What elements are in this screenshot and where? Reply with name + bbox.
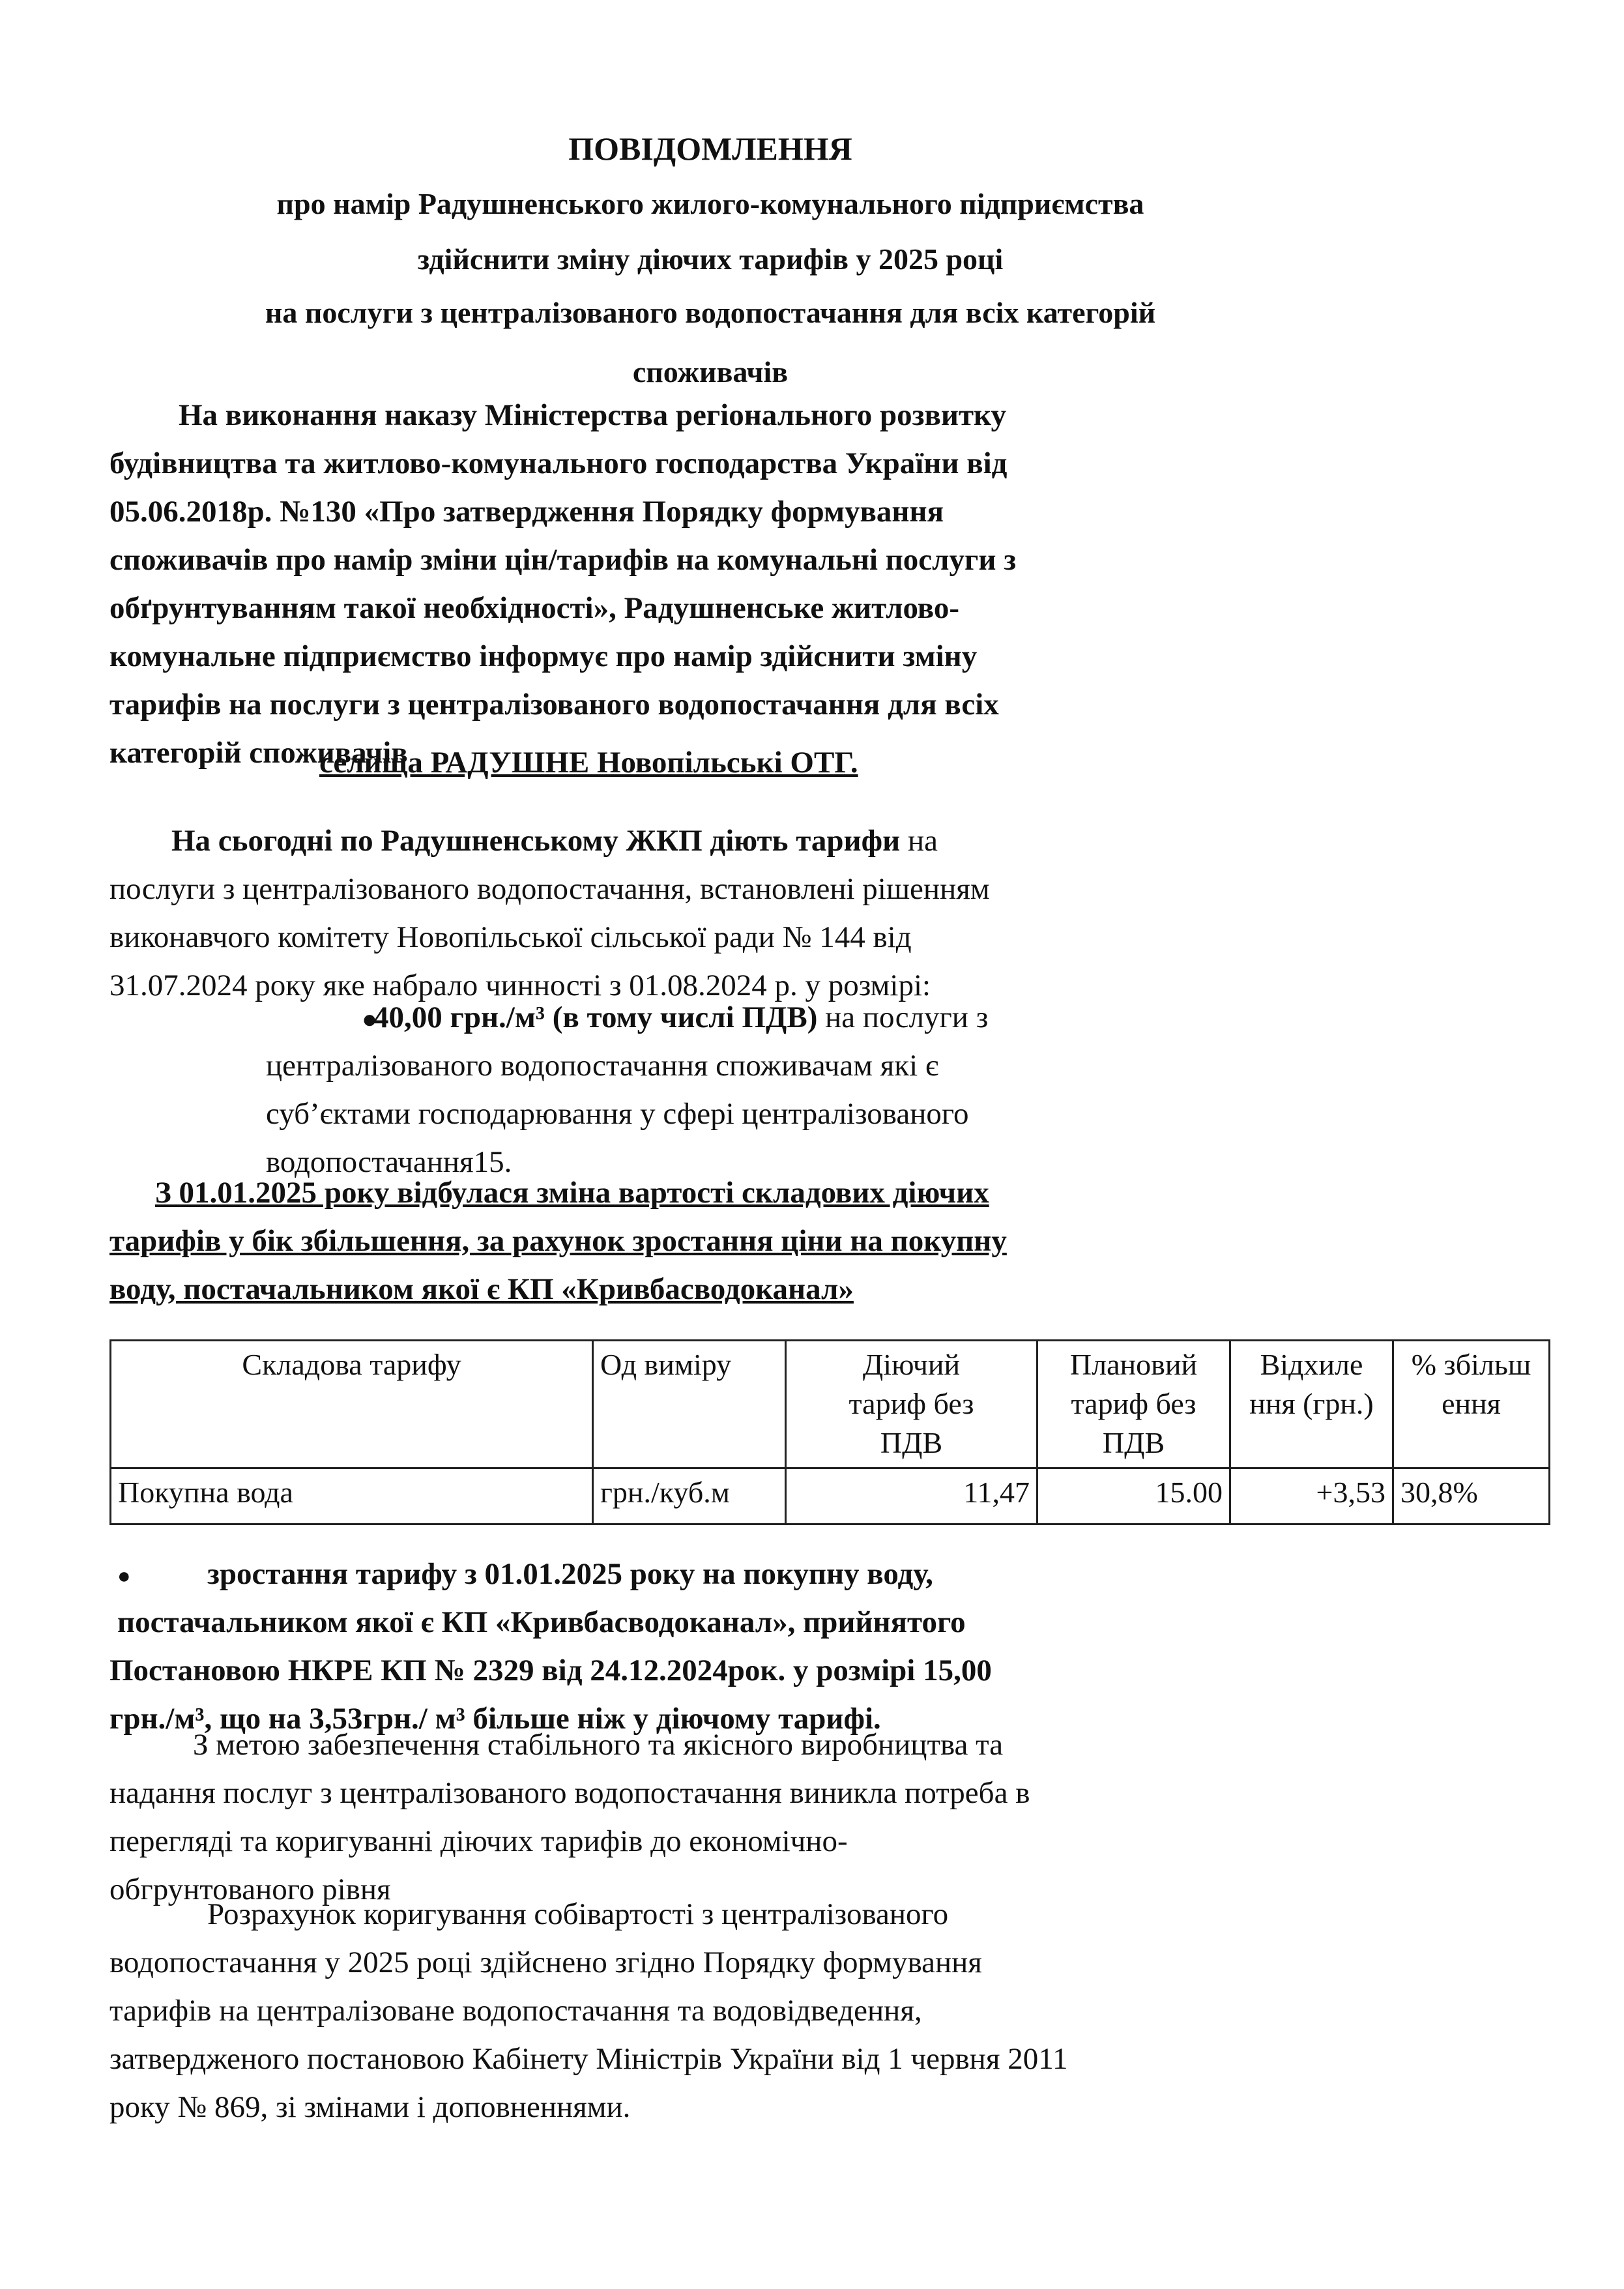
current-tariff-rest: на послуги з	[817, 1000, 989, 1034]
table-row	[111, 1468, 1550, 1524]
current-lead-rest: на	[900, 824, 938, 858]
change-line: З 01.01.2025 року відбулася зміна вартості складових діючих	[155, 1176, 989, 1210]
intro-line: будівництва та житлово-комунального господарства України від	[109, 446, 1008, 480]
intro-line: тарифів на послуги з централізованого водопостачання для всіх	[109, 688, 999, 722]
increase-line: Постановою НКРЕ КП № 2329 від 24.12.2024рок. у розмірі 15,00	[109, 1654, 992, 1687]
current-line: виконавчого комітету Новопільської сільської ради № 144 від	[109, 920, 912, 954]
bullet-line: централізованого водопостачання споживачам які є	[266, 1049, 939, 1083]
increase-paragraph	[109, 1550, 1556, 1743]
intro-line: споживачів про намір зміни цін/тарифів на комунальні послуги з	[109, 543, 1017, 577]
calc-line: тарифів на централізоване водопостачання та водовідведення,	[109, 1994, 922, 2028]
header-line-2: здійснити зміну діючих тарифів у 2025 році	[417, 242, 1004, 276]
current-line: 31.07.2024 року яке набрало чинності з 01.08.2024 р. у розмірі:	[109, 969, 931, 1002]
current-tariff-bullet	[266, 993, 1556, 1186]
calc-line: водопостачання у 2025 році здійснено згідно Порядку формування	[109, 1946, 982, 1979]
purpose-line: З метою забезпечення стабільного та якісного виробництва та	[193, 1728, 1004, 1762]
increase-line: зростання тарифу з 01.01.2025 року на покупну воду,	[207, 1557, 933, 1591]
calc-line: Розрахунок коригування собівартості з централізованого	[207, 1897, 949, 1931]
bullet-icon: ●	[117, 1564, 131, 1588]
calc-line: затвердженого постановою Кабінету Міністрів України від 1 червня 2011	[109, 2042, 1068, 2076]
table-cell: грн./куб.м	[593, 1468, 786, 1524]
table-header-cell: Діючий тариф без ПДВ	[786, 1341, 1037, 1468]
table-cell: +3,53	[1230, 1468, 1393, 1524]
header-line-1: про намір Радушненського жилого-комунального підприємства	[276, 187, 1144, 220]
table-header-cell: Складова тарифу	[111, 1341, 593, 1468]
purpose-line: обгрунтованого рівня	[109, 1873, 391, 1906]
current-tariffs-paragraph	[109, 817, 1556, 1010]
increase-line: грн./м³, що на 3,53грн./ м³ більше ніж у діючому тарифі.	[109, 1702, 881, 1736]
intro-line: категорій споживачів	[109, 736, 408, 770]
change-line: воду, постачальником якої є КП «Кривбасводоканал»	[109, 1272, 854, 1306]
calc-line: року № 869, зі змінами і доповненнями.	[109, 2090, 631, 2124]
table-header-cell: Відхиле ння (грн.)	[1230, 1341, 1393, 1468]
tariff-table	[109, 1339, 1550, 1525]
bullet-icon: ●	[362, 1004, 378, 1034]
header-line-4: споживачів	[632, 355, 789, 388]
calculation-paragraph	[109, 1890, 1556, 2131]
increase-line: постачальником якої є КП «Кривбасводоканал», прийнятого	[117, 1605, 966, 1639]
table-cell: 11,47	[786, 1468, 1037, 1524]
current-tariff-value: 40,00 грн./м³ (в тому числі ПДВ)	[373, 1000, 818, 1034]
table-header-cell: Од виміру	[593, 1341, 786, 1468]
purpose-line: перегляді та коригуванні діючих тарифів до економічно-	[109, 1824, 848, 1858]
table-cell: Покупна вода	[111, 1468, 593, 1524]
page-title: ПОВІДОМЛЕННЯ	[568, 130, 852, 167]
settlement-name: селища РАДУШНЕ Новопільські ОТГ.	[319, 746, 858, 780]
change-line: тарифів у бік збільшення, за рахунок зростання ціни на покупну	[109, 1224, 1007, 1258]
table-cell: 30,8%	[1393, 1468, 1550, 1524]
header-line-3: на послуги з централізованого водопостачання для всіх категорій	[265, 296, 1156, 329]
table-cell: 15.00	[1037, 1468, 1230, 1524]
bullet-line: водопостачання15.	[266, 1145, 512, 1179]
intro-line: обґрунтуванням такої необхідності», Радушненське житлово-	[109, 591, 959, 625]
intro-paragraph	[109, 391, 1556, 777]
table-header-cell: Плановий тариф без ПДВ	[1037, 1341, 1230, 1468]
table-header-row	[111, 1341, 1550, 1468]
current-line: послуги з централізованого водопостачання, встановлені рішенням	[109, 872, 990, 906]
current-lead-bold: На сьогодні по Радушненському ЖКП діють тарифи	[171, 824, 901, 858]
purpose-paragraph	[109, 1721, 1556, 1914]
bullet-line: суб’єктами господарювання у сфері централізованого	[266, 1097, 969, 1131]
change-paragraph	[109, 1169, 1556, 1313]
intro-line: 05.06.2018р. №130 «Про затвердження Порядку формування	[109, 495, 944, 529]
purpose-line: надання послуг з централізованого водопостачання виникла потреба в	[109, 1776, 1030, 1810]
intro-line: комунальне підприємство інформує про намір здійснити зміну	[109, 639, 978, 673]
intro-line: На виконання наказу Міністерства регіонального розвитку	[179, 398, 1006, 432]
table-header-cell: % збільш ення	[1393, 1341, 1550, 1468]
